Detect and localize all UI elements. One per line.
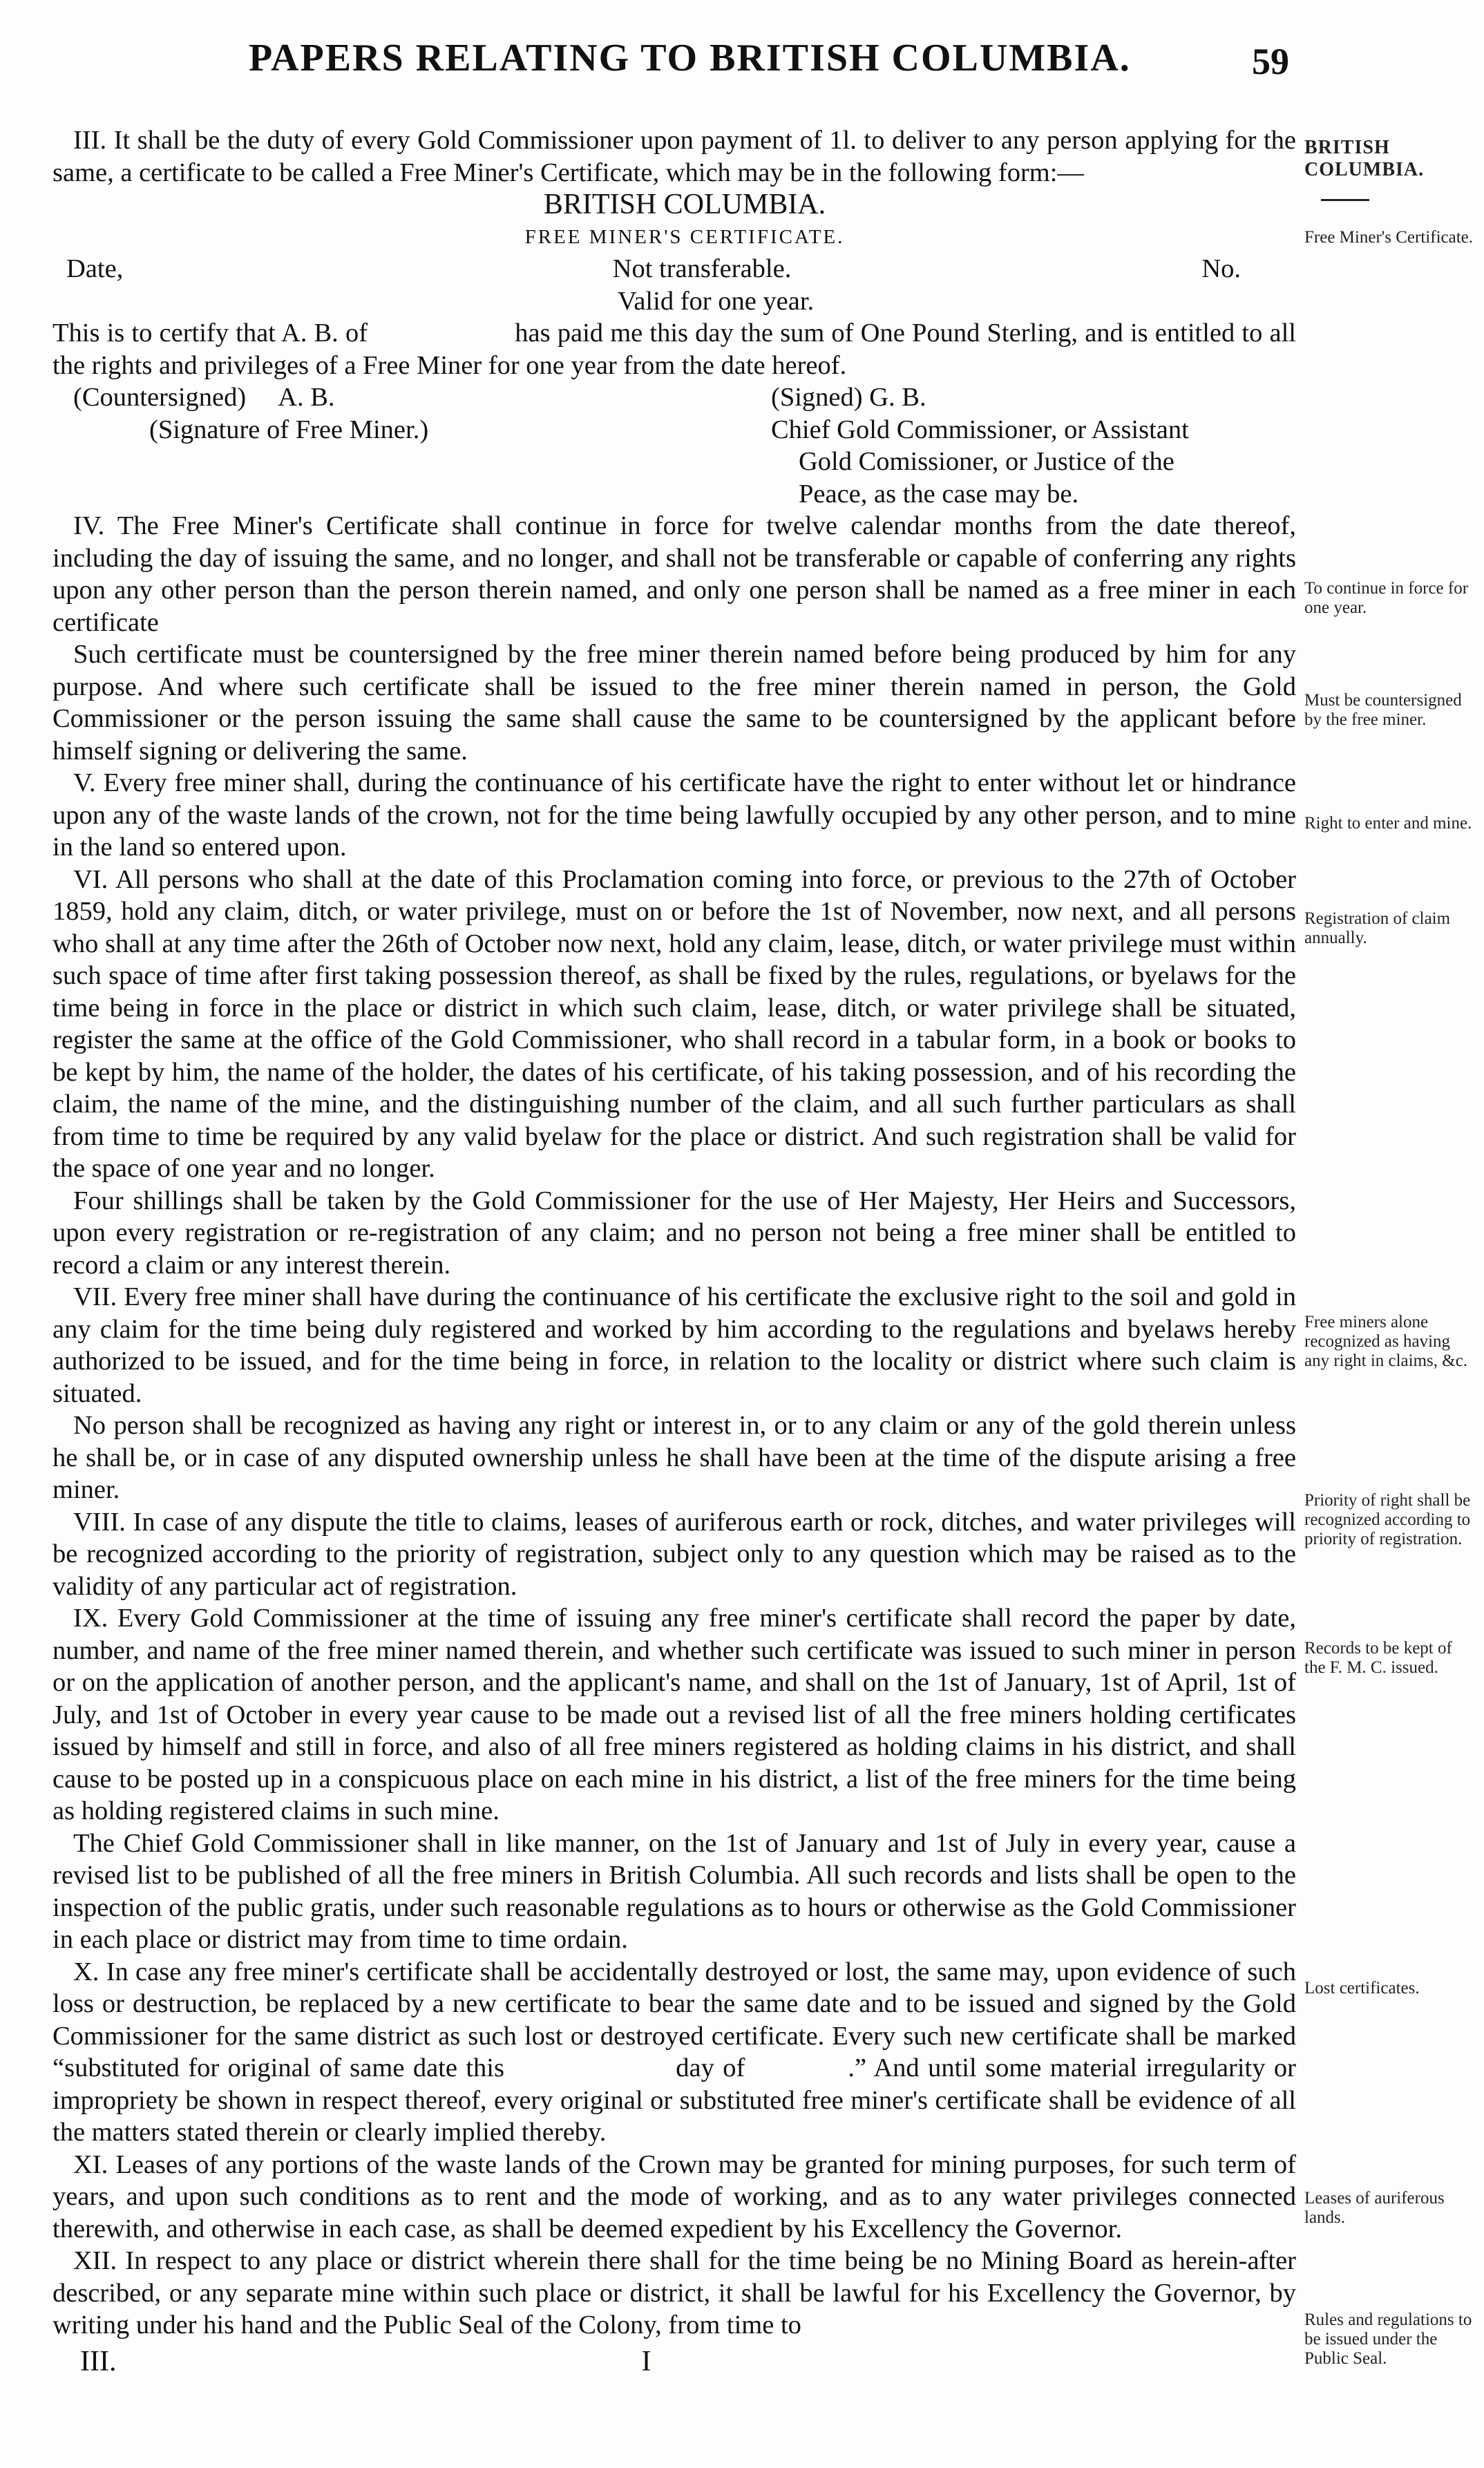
margin-note-right-to-enter: Right to enter and mine.	[1304, 814, 1472, 833]
certificate-heading: BRITISH COLUMBIA.	[543, 189, 826, 220]
footer-signature-mark-2: I	[641, 2345, 651, 2377]
signed-line: (Signed) G. B.	[771, 383, 926, 412]
page-footer-signatures	[53, 2346, 1296, 2378]
section-ix: IX. Every Gold Commissioner at the time of issuing any free miner's certificate shall record the paper by date, number, and name of the free miner named therein, and whether such certificate was issued to such miner in person or on the application of another person, and the applicant's name, and shall on the 1st of January, 1st of April, 1st of July, and 1st of October in every year cause to be made out a revised list of all the free miners holding certificates issued by himself and still in force, and also of all free miners registered as holding claims in his district, and shall cause to be posted up in a conspicuous place on each mine in his district, a list of the free miners for the time being as holding registered claims in such mine.	[53, 1604, 1296, 1825]
certificate-no-label: No.	[1201, 254, 1241, 283]
footer-signature-mark-1: III.	[80, 2345, 117, 2377]
section-iv-countersign: Such certificate must be countersigned by the free miner therein named before being produced by him for any purpose. And where such certificate shall be issued to the free miner therein named in person, the Gold Commissioner or the person issuing the same shall cause the same to be countersigned by the applicant before himself signing or delivering the same.	[53, 640, 1296, 766]
margin-note-rules: Rules and regulations to be issued under the Public Seal.	[1304, 2310, 1472, 2368]
section-vii-recognition: No person shall be recognized as having any right or interest in, or to any claim or any of the gold therein unless he shall be, or in case of any disputed ownership unless he shall have been at the time of the dispute arising a free miner.	[53, 1411, 1296, 1504]
margin-note-free-miners-recognized: Free miners alone recognized as having any right in claims, &c.	[1304, 1313, 1468, 1370]
certificate-signature-row	[53, 381, 1296, 414]
signature-of-free-miner: (Signature of Free Miner.)	[149, 415, 429, 444]
certificate-signer-row	[53, 414, 1296, 511]
margin-note-lost-certificates: Lost certificates.	[1304, 1979, 1420, 1997]
page-number: 59	[1252, 41, 1289, 82]
signer-title-line-1: Chief Gold Commissioner, or Assistant	[771, 415, 1189, 444]
margin-note-countersigned: Must be countersigned by the free miner.	[1304, 691, 1462, 729]
page-header-title: PAPERS RELATING TO BRITISH COLUMBIA.	[249, 37, 1131, 79]
certificate-subheading: FREE MINER'S CERTIFICATE.	[524, 225, 845, 248]
certificate-row	[53, 253, 1296, 285]
certificate-not-transferable: Not transferable.	[612, 254, 792, 283]
margin-note-priority-of-right: Priority of right shall be recognized according to priority of registration.	[1304, 1491, 1471, 1548]
section-iii: III. It shall be the duty of every Gold Commissioner upon payment of 1l. to deliver to any person applying for the same, a certificate to be called a Free Miner's Certificate, which may be in the following form:—	[53, 126, 1296, 187]
margin-section-head: BRITISH COLUMBIA.	[1304, 137, 1425, 180]
signer-title-line-2: Gold Comissioner, or Justice of the	[799, 447, 1174, 476]
signer-title	[771, 414, 1296, 511]
section-vi-fees: Four shillings shall be taken by the Gold Commissioner for the use of Her Majesty, Her Heirs and Successors, upon every registration or re-registration of any claim; and no person not being a free miner shall be entitled to record a claim or any interest therein.	[53, 1186, 1296, 1280]
countersigned-line: (Countersigned) A. B.	[73, 383, 335, 412]
certificate-text: This is to certify that A. B. of has paid me this day the sum of One Pound Sterling, and is entitled to all the rights and privileges of a Free Miner for one year from the date hereof.	[53, 319, 1303, 380]
certificate-form	[53, 189, 1303, 510]
section-xii: XII. In respect to any place or district wherein there shall for the time being be no Mining Board as herein-after described, or any separate mine within such place or district, it shall be lawful for his Excellency the Governor, by writing under his hand and the Public Seal of the Colony, from time to	[53, 2246, 1296, 2339]
section-v: V. Every free miner shall, during the continuance of his certificate have the right to enter without let or hindrance upon any of the waste lands of the crown, not for the time being lawfully occupied by any other person, and to mine in the land so entered upon.	[53, 768, 1296, 862]
section-x: X. In case any free miner's certificate shall be accidentally destroyed or lost, the same may, upon evidence of such loss or destruction, be replaced by a new certificate to bear the same date and to be issued and signed by the Gold Commissioner for the same district as such lost or destroyed certificate. Every such new certificate shall be marked “substituted for original of same date this day of .” And until some material irregularity or impropriety be shown in respect thereof, every original or substituted free miner's certificate shall be evidence of all the matters stated therein or clearly implied thereby.	[53, 1957, 1303, 2147]
margin-note-records: Records to be kept of the F. M. C. issued.	[1304, 1639, 1452, 1677]
section-ix-chief: The Chief Gold Commissioner shall in like manner, on the 1st of January and 1st of July in every year, cause a revised list to be published of all the free miners in British Columbia. All such records and lists shall be open to the inspection of the public gratis, under such reasonable regulations as to hours or otherwise as the Gold Commissioner in each place or district may from time to time ordain.	[53, 1828, 1296, 1954]
margin-note-leases: Leases of auriferous lands.	[1304, 2189, 1445, 2227]
certificate-date-label: Date,	[66, 254, 124, 283]
section-vi: VI. All persons who shall at the date of this Proclamation coming into force, or previous to the 27th of October 1859, hold any claim, ditch, or water privilege, must on or before the 1st of November, now next, and all persons who shall at any time after the 26th of October now next, hold any claim, lease, ditch, or water privilege must within such space of time after first taking possession thereof, as shall be fixed by the rules, regulations, or byelaws for the time being in force in the place or district in which such claim, lease, ditch, or water privilege shall be situated, register the same at the office of the Gold Commissioner, who shall record in a tabular form, in a book or books to be kept by him, the name of the holder, the dates of his certificate, of his taking possession, and of his recording the claim, the name of the mine, and the distinguishing number of the claim, and all such further particulars as shall from time to time be required by any valid byelaw for the place or district. And such registration shall be valid for the space of one year and no longer.	[53, 864, 1296, 1183]
section-viii: VIII. In case of any dispute the title to claims, leases of auriferous earth or rock, ditches, and water privileges will be recognized according to the priority of registration, subject only to any question which may be raised as to the validity of any particular act of registration.	[53, 1507, 1296, 1601]
signer-title-line-3: Peace, as the case may be.	[799, 479, 1079, 509]
margin-note-registration: Registration of claim annually.	[1304, 909, 1451, 947]
section-vii: VII. Every free miner shall have during the continuance of his certificate the exclusive right to the soil and gold in any claim for the time being duly registered and worked by him according to the regulations and byelaws hereby authorized to be issued, and for the time being in force, in relation to the locality or district where such claim is situated.	[53, 1282, 1296, 1408]
certificate-valid: Valid for one year.	[617, 286, 815, 316]
margin-note-free-miners-certificate: Free Miner's Certificate.	[1304, 228, 1473, 247]
document-body	[53, 124, 1303, 2377]
margin-note-continue-in-force: To continue in force for one year.	[1304, 579, 1469, 617]
margin-rule	[1321, 199, 1369, 201]
section-iv: IV. The Free Miner's Certificate shall continue in force for twelve calendar months from the date thereof, including the day of issuing the same, and no longer, and shall not be transferable or capable of conferring any rights upon any other person than the person therein named, and only one person shall be named as a free miner in each certificate	[53, 511, 1296, 637]
section-xi: XI. Leases of any portions of the waste lands of the Crown may be granted for mining purposes, for such term of years, and upon such conditions as to rent and the mode of working, and as to any water privileges connected therewith, and otherwise in each case, as shall be deemed expedient by his Excellency the Governor.	[53, 2149, 1296, 2243]
